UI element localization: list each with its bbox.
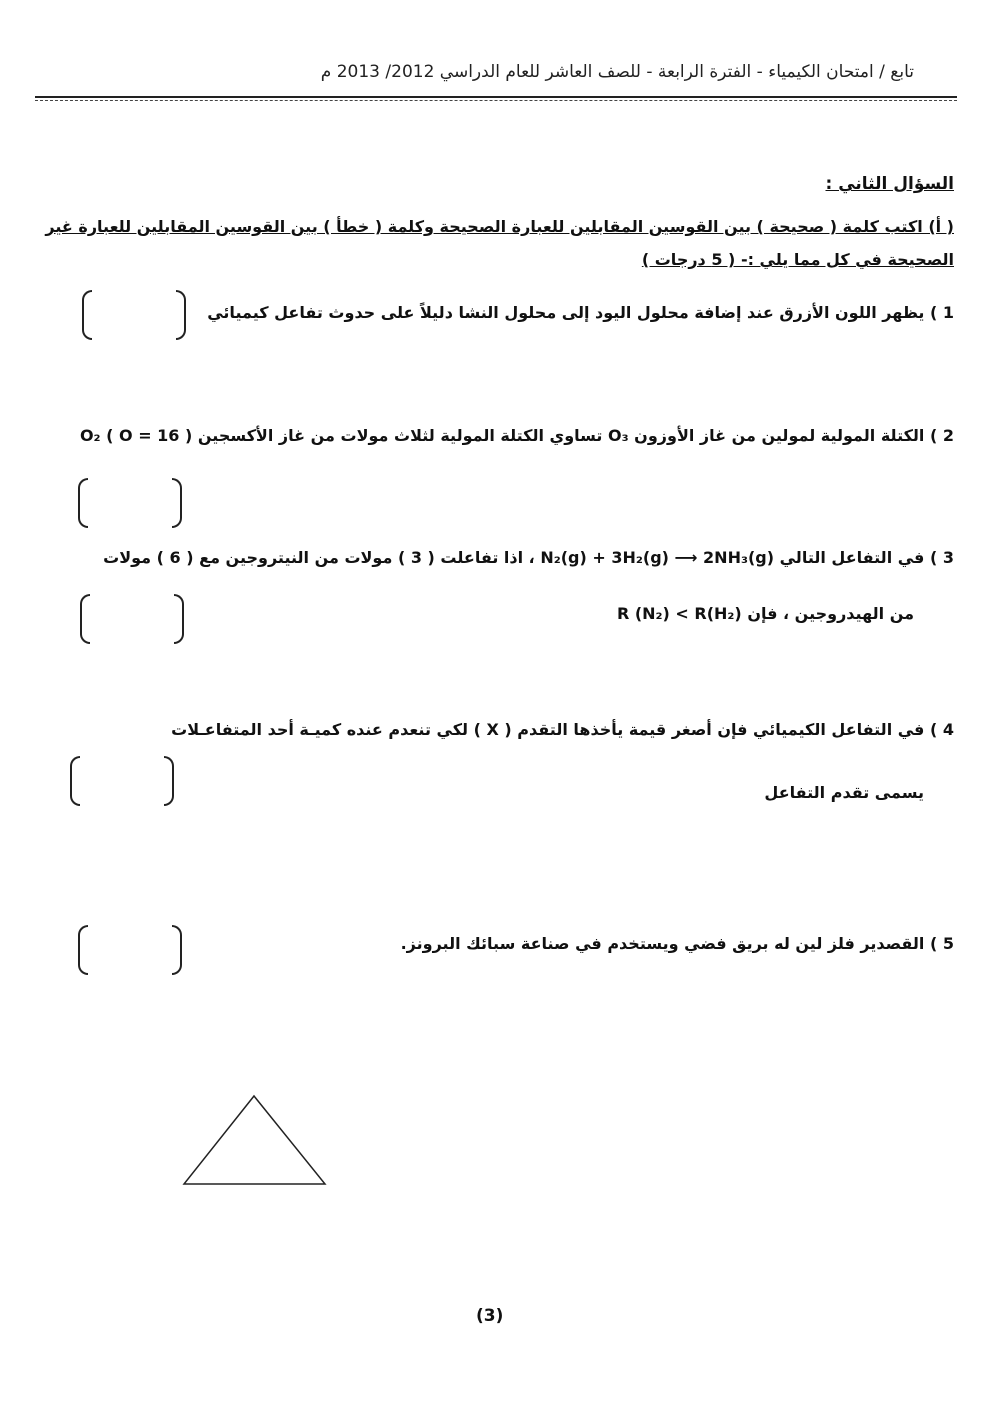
answer-box-5[interactable]: [78, 925, 182, 971]
answer-box-3[interactable]: [80, 594, 184, 640]
instruction-line-1: ( أ) اكتب كلمة ( صحيحة ) بين القوسين المقابلين للعبارة الصحيحة وكلمة ( خطأ ) بين القوسين المقابلين للعبارة غير: [45, 217, 954, 236]
page-number: (3): [476, 1306, 504, 1326]
question-3-line-2: من الهيدروجين ، فإن R (N₂) < R(H₂): [616, 604, 914, 623]
instruction-line-2: الصحيحة في كل مما يلي :- ( 5 درجات ): [641, 250, 954, 269]
question-3-line-1: 3 ) في التفاعل التالي N₂(g) + 3H₂(g) ⟶ 2NH₃(g) ، اذا تفاعلت ( 3 ) مولات من النيتروجين مع ( 6 ) مولات: [103, 548, 954, 567]
header-rule-dashed: [35, 100, 957, 101]
section-title: السؤال الثاني :: [825, 174, 954, 194]
question-4-line-2: يسمى تقدم التفاعل: [764, 783, 924, 802]
answer-box-2[interactable]: [78, 478, 182, 524]
answer-box-4[interactable]: [70, 756, 174, 802]
answer-box-1[interactable]: [82, 290, 186, 336]
question-5: 5 ) القصدير فلز لين له بريق فضي ويستخدم في صناعة سبائك البرونز.: [400, 934, 954, 953]
exam-header: تابع / امتحان الكيمياء - الفترة الرابعة - للصف العاشر للعام الدراسي 2012/ 2013 م: [320, 62, 914, 82]
triangle-drawing: [180, 1092, 330, 1187]
question-1: 1 ) يظهر اللون الأزرق عند إضافة محلول اليود إلى محلول النشا دليلاً على حدوث تفاعل كيميائي: [207, 303, 954, 322]
question-2: 2 ) الكتلة المولية لمولين من غاز الأوزون O₃ تساوي الكتلة المولية لثلاث مولات من غاز الأكسجين O₂ ( O = 16 ): [79, 426, 954, 445]
question-4-line-1: 4 ) في التفاعل الكيميائي فإن أصغر قيمة يأخذها التقدم ( X ) لكي تنعدم عنده كميـة أحد المتفاعـلات: [171, 720, 954, 739]
triangle-shape: [184, 1096, 325, 1184]
header-rule: [35, 96, 957, 98]
